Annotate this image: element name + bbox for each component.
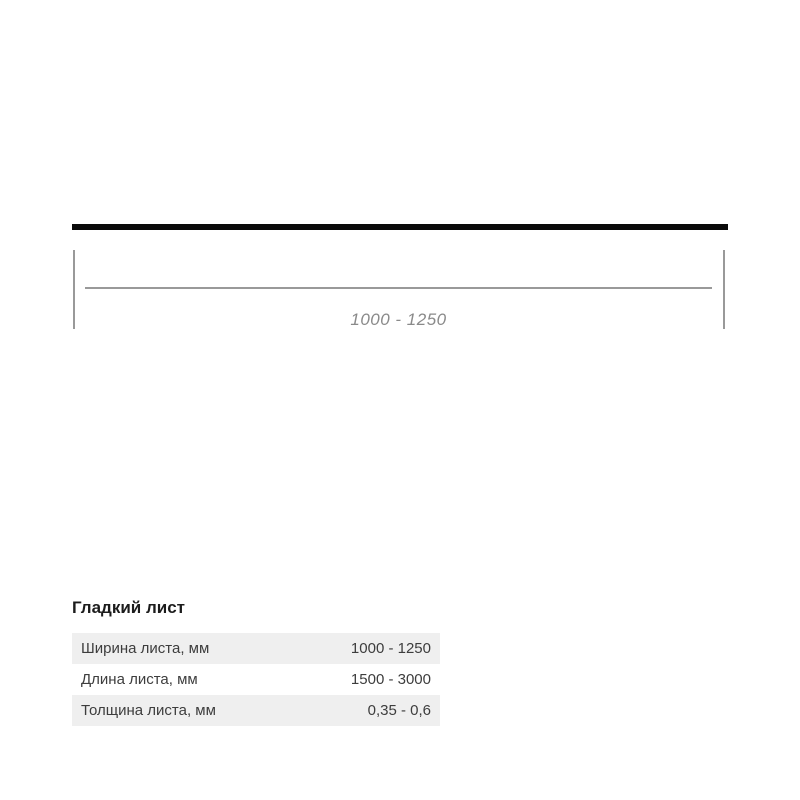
- spec-value-width: 1000 - 1250: [350, 640, 431, 657]
- spec-label-length: Длина листа, мм: [81, 671, 198, 688]
- spec-label-thickness: Толщина листа, мм: [81, 702, 216, 719]
- spec-table-title: Гладкий лист: [72, 598, 185, 617]
- dimension-line: [85, 287, 712, 289]
- dimension-tick-right: [723, 250, 725, 329]
- spec-value-thickness: 0,35 - 0,6: [367, 702, 431, 719]
- spec-value-length: 1500 - 3000: [350, 671, 431, 688]
- spec-table: [72, 633, 440, 726]
- table-row: [72, 633, 440, 664]
- spec-label-width: Ширина листа, мм: [81, 640, 210, 657]
- sheet-profile-line: [72, 224, 728, 230]
- table-row: [72, 664, 440, 695]
- table-row: [72, 695, 440, 726]
- dimension-width-label: 1000 - 1250: [350, 310, 447, 329]
- dimension-tick-left: [73, 250, 75, 329]
